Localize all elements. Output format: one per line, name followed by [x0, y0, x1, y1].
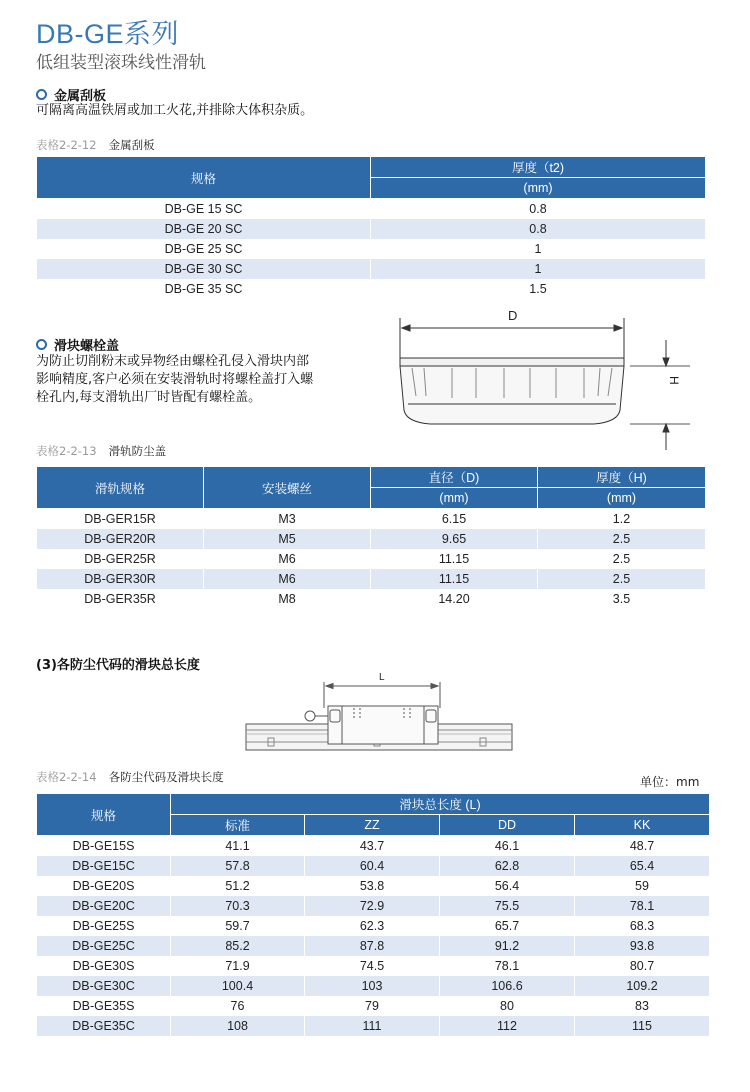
table-cell: 9.65 — [371, 529, 538, 549]
header-spec: 规格 — [37, 794, 171, 836]
table-caption-number: 表格2-2-14 — [36, 770, 97, 784]
table-cell: DB-GER25R — [37, 549, 204, 569]
table-caption-number: 表格2-2-13 — [36, 444, 97, 458]
table-cell: 115 — [575, 1016, 710, 1036]
table-cell: 62.3 — [305, 916, 440, 936]
table-cell: 11.15 — [371, 549, 538, 569]
table-cell: 59 — [575, 876, 710, 896]
table-cell: 109.2 — [575, 976, 710, 996]
table-row — [37, 239, 706, 259]
unit-label: 单位：mm — [640, 775, 700, 789]
table-cell: DB-GER30R — [37, 569, 204, 589]
table-cell: 70.3 — [171, 896, 305, 916]
table-cell: DB-GE 25 SC — [37, 239, 371, 259]
table-cell: 0.8 — [371, 199, 706, 220]
table-cell: 78.1 — [575, 896, 710, 916]
table-cell: DB-GE 20 SC — [37, 219, 371, 239]
table-cell: 71.9 — [171, 956, 305, 976]
table-cell: DB-GE15C — [37, 856, 171, 876]
diagram-label-d: D — [508, 308, 518, 323]
table-cell: 59.7 — [171, 916, 305, 936]
slider-length-table — [36, 793, 710, 1036]
table-cell: 60.4 — [305, 856, 440, 876]
table-cell: 1 — [371, 239, 706, 259]
table-row — [37, 916, 710, 936]
header-unit: (mm) — [371, 488, 538, 509]
table-cell: 83 — [575, 996, 710, 1016]
header-total-length: 滑块总长度 (L) — [171, 794, 710, 815]
table-cell: DB-GE15S — [37, 836, 171, 857]
table-cell: 108 — [171, 1016, 305, 1036]
table-cell: DB-GE35S — [37, 996, 171, 1016]
table-row — [37, 569, 706, 589]
table-caption-title: 各防尘代码及滑块长度 — [108, 770, 224, 784]
table-row — [37, 1016, 710, 1036]
table-row — [37, 549, 706, 569]
header-diameter: 直径（D) — [371, 467, 538, 488]
table-caption — [36, 769, 224, 785]
table-cell: 2.5 — [538, 569, 706, 589]
section-heading-bolt-cap — [36, 335, 119, 354]
bolt-cap-diagram — [390, 300, 700, 460]
table-cell: 91.2 — [440, 936, 575, 956]
table-row — [37, 589, 706, 609]
table-row — [37, 876, 710, 896]
table-cell: DB-GER15R — [37, 509, 204, 530]
scraper-table — [36, 156, 706, 299]
header-unit: (mm) — [538, 488, 706, 509]
table-cell: 0.8 — [371, 219, 706, 239]
description-line: 影响精度,客户必须在安装滑轨时将螺栓盖打入螺 — [36, 372, 314, 387]
header-thickness: 厚度（t2) — [371, 157, 706, 178]
description-line: 栓孔内,每支滑轨出厂时皆配有螺栓盖。 — [36, 390, 262, 405]
table-cell: 2.5 — [538, 529, 706, 549]
table-cell: DB-GE20C — [37, 896, 171, 916]
table-cell: 48.7 — [575, 836, 710, 857]
section-heading-text: 金属刮板 — [54, 89, 107, 104]
header-rail-spec: 滑轨规格 — [37, 467, 204, 509]
table-cell: 85.2 — [171, 936, 305, 956]
table-cell: 75.5 — [440, 896, 575, 916]
table-cell: 56.4 — [440, 876, 575, 896]
table-cell: 57.8 — [171, 856, 305, 876]
table-cell: 74.5 — [305, 956, 440, 976]
table-caption — [36, 137, 155, 153]
table-cell: 11.15 — [371, 569, 538, 589]
diagram-label-l: L — [379, 672, 385, 683]
table-cell: DB-GE20S — [37, 876, 171, 896]
table-cell: 111 — [305, 1016, 440, 1036]
table-row — [37, 529, 706, 549]
table-row — [37, 896, 710, 916]
table-row — [37, 509, 706, 530]
header-unit: (mm) — [371, 178, 706, 199]
table-cell: 103 — [305, 976, 440, 996]
table-cell: DB-GE 35 SC — [37, 279, 371, 299]
header-zz: ZZ — [305, 815, 440, 836]
table-cell: 78.1 — [440, 956, 575, 976]
table-row — [37, 976, 710, 996]
table-caption-number: 表格2-2-12 — [36, 138, 97, 152]
table-caption-title: 金属刮板 — [108, 138, 155, 152]
header-spec: 规格 — [37, 157, 371, 199]
table-cell: DB-GE35C — [37, 1016, 171, 1036]
table-cell: DB-GE30S — [37, 956, 171, 976]
table-cell: 14.20 — [371, 589, 538, 609]
table-row — [37, 956, 710, 976]
table-cell: 106.6 — [440, 976, 575, 996]
section-heading-length: (3)各防尘代码的滑块总长度 — [36, 658, 200, 673]
table-cell: DB-GE 30 SC — [37, 259, 371, 279]
table-cell: 80 — [440, 996, 575, 1016]
table-cell: 65.7 — [440, 916, 575, 936]
page-subtitle: 低组装型滚珠线性滑轨 — [36, 53, 206, 73]
diagram-label-h: H — [667, 376, 681, 385]
table-cell: 3.5 — [538, 589, 706, 609]
table-cell: M6 — [204, 569, 371, 589]
table-cell: 79 — [305, 996, 440, 1016]
table-cell: 1.5 — [371, 279, 706, 299]
table-cell: M8 — [204, 589, 371, 609]
table-cell: 51.2 — [171, 876, 305, 896]
table-cell: DB-GE25S — [37, 916, 171, 936]
table-caption-title: 滑轨防尘盖 — [108, 444, 167, 458]
circle-bullet-icon — [36, 339, 47, 350]
table-cell: 46.1 — [440, 836, 575, 857]
table-row — [37, 259, 706, 279]
table-cell: 87.8 — [305, 936, 440, 956]
table-cell: 68.3 — [575, 916, 710, 936]
section-description: 可隔离高温铁屑或加工火花,并排除大体积杂质。 — [36, 103, 314, 118]
table-cell: DB-GE25C — [37, 936, 171, 956]
table-row — [37, 279, 706, 299]
table-cell: M5 — [204, 529, 371, 549]
slider-length-diagram — [244, 668, 514, 758]
table-cell: 72.9 — [305, 896, 440, 916]
table-cell: DB-GE30C — [37, 976, 171, 996]
table-cell: 6.15 — [371, 509, 538, 530]
header-thickness: 厚度（H) — [538, 467, 706, 488]
table-cell: 2.5 — [538, 549, 706, 569]
table-row — [37, 936, 710, 956]
table-cell: 100.4 — [171, 976, 305, 996]
section-heading-text: 滑块螺栓盖 — [54, 339, 120, 354]
header-dd: DD — [440, 815, 575, 836]
section-description — [36, 353, 366, 407]
table-cell: 62.8 — [440, 856, 575, 876]
table-cell: M6 — [204, 549, 371, 569]
table-caption — [36, 443, 166, 459]
table-row — [37, 836, 710, 857]
table-cell: DB-GER35R — [37, 589, 204, 609]
page-title: DB-GE系列 — [36, 19, 180, 49]
table-row — [37, 996, 710, 1016]
table-cell: 65.4 — [575, 856, 710, 876]
table-cell: M3 — [204, 509, 371, 530]
table-row — [37, 856, 710, 876]
header-standard: 标准 — [171, 815, 305, 836]
table-cell: 76 — [171, 996, 305, 1016]
table-row — [37, 199, 706, 220]
dust-cap-table — [36, 466, 706, 609]
header-kk: KK — [575, 815, 710, 836]
table-cell: 80.7 — [575, 956, 710, 976]
table-cell: 53.8 — [305, 876, 440, 896]
table-cell: 1.2 — [538, 509, 706, 530]
header-mount-screw: 安装螺丝 — [204, 467, 371, 509]
table-cell: DB-GE 15 SC — [37, 199, 371, 220]
description-line: 为防止切削粉末或异物经由螺栓孔侵入滑块内部 — [36, 354, 310, 369]
table-cell: 93.8 — [575, 936, 710, 956]
table-cell: 1 — [371, 259, 706, 279]
table-cell: 112 — [440, 1016, 575, 1036]
table-cell: 43.7 — [305, 836, 440, 857]
circle-bullet-icon — [36, 89, 47, 100]
table-row — [37, 219, 706, 239]
table-cell: 41.1 — [171, 836, 305, 857]
table-cell: DB-GER20R — [37, 529, 204, 549]
